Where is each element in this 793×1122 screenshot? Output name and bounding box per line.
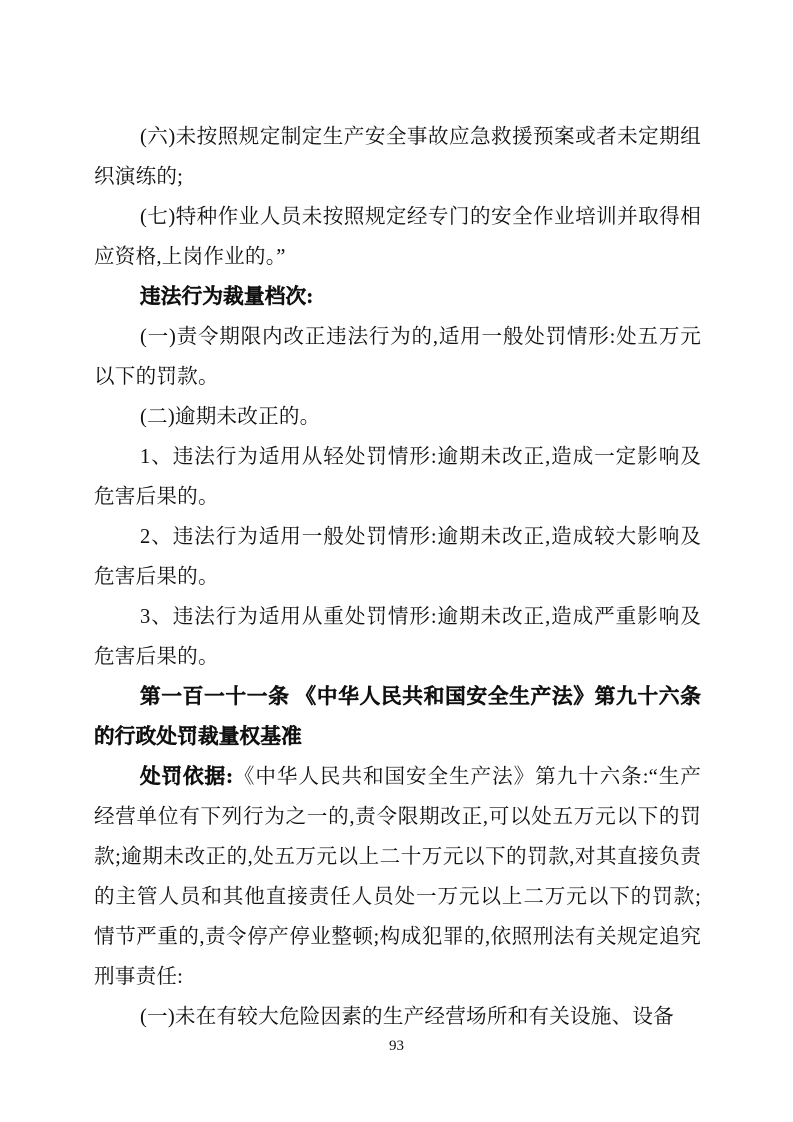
body-paragraph: (一)责令期限内改正违法行为的,适用一般处罚情形:处五万元以下的罚款。 (94, 326, 701, 388)
body-paragraph: (七)特种作业人员未按照规定经专门的安全作业培训并取得相应资格,上岗作业的。” (94, 206, 701, 268)
heading-paragraph: 违法行为裁量档次: (140, 286, 314, 308)
body-paragraph: 2、违法行为适用一般处罚情形:逾期未改正,造成较大影响及危害后果的。 (94, 526, 701, 588)
body-paragraph: 1、违法行为适用从轻处罚情形:逾期未改正,造成一定影响及危害后果的。 (94, 446, 701, 508)
body-paragraph: (六)未按照规定制定生产安全事故应急救援预案或者未定期组织演练的; (94, 126, 701, 188)
body-paragraph: (一)未在有较大危险因素的生产经营场所和有关设施、设备 (140, 1006, 674, 1028)
body-paragraph: 处罚依据:《中华人民共和国安全生产法》第九十六条:“生产经营单位有下列行为之一的,责令限期改正,可以处五万元以下的罚款;逾期未改正的,处五万元以上二十万元以下的罚款,对其直接负责的主管人员和其他直接责任人员处一万元以上二万元以下的罚款;情节严重的,责令停产停业整顿;构成犯罪的,依照刑法有关规定追究刑事责任: (94, 766, 702, 988)
page-number: 93 (389, 1038, 404, 1054)
body-paragraph: (二)逾期未改正的。 (140, 406, 321, 428)
heading-paragraph: 第一百一十一条 《中华人民共和国安全生产法》第九十六条的行政处罚裁量权基准 (94, 686, 701, 748)
bold-lead-in: 处罚依据: (140, 766, 234, 788)
body-paragraph: 3、违法行为适用从重处罚情形:逾期未改正,造成严重影响及危害后果的。 (94, 606, 701, 668)
document-body (94, 117, 701, 1037)
